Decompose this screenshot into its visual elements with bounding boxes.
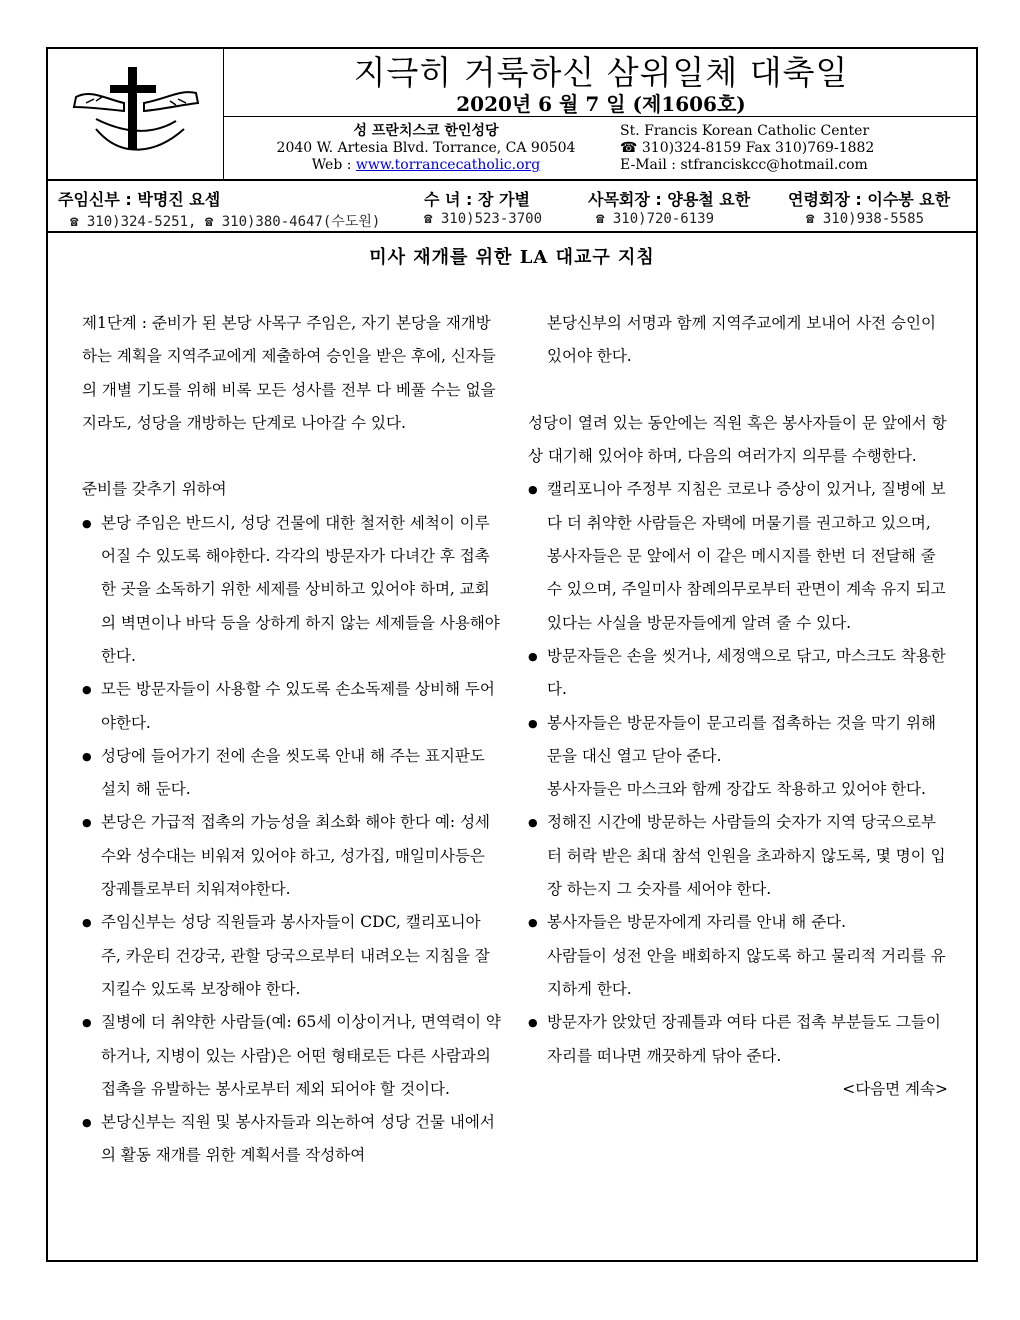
- list-item: ● 본당 주임은 반드시, 성당 건물에 대한 철저한 세척이 이루어질 수 있도록 해야한다. 각각의 방문자가 다녀간 후 접촉한 곳을 소독하기 위한 세제를 상비하고 있어야 하며, 교회의 벽면이나 바닥 등을 상하게 하지 않는 세제들을 사용해야 한다.: [82, 507, 502, 673]
- list-item: ● 주임신부는 성당 직원들과 봉사자들이 CDC, 캘리포니아 주, 카운티 건강국, 관할 당국으로부터 내려오는 지침을 잘 지킬수 있도록 보장해야 한다.: [82, 906, 502, 1006]
- preparation-list: [82, 507, 502, 1173]
- list-item: ● 방문자가 앉았던 장궤틀과 여타 다른 접촉 부분들도 그들이 자리를 떠나면 깨끗하게 닦아 준다.: [528, 1006, 948, 1073]
- feast-title: 지극히 거룩하신 삼위일체 대축일: [353, 53, 849, 92]
- parish-phone-fax: ☎ 310)324-8159 Fax 310)769-1882: [620, 140, 875, 156]
- cross-hands-icon: [66, 59, 206, 169]
- parish-info-korean: [246, 123, 606, 174]
- staff-pastor: 주임신부 : 박명진 요셉: [58, 190, 221, 209]
- bulletin-title-block: [224, 49, 978, 117]
- stage-one-intro: 제1단계 : 준비가 된 본당 사목구 주임은, 자기 본당을 재개방하는 계획을 지역주교에게 제출하여 승인을 받은 후에, 신자들의 개별 기도를 위해 비록 모든 성사를 전부 다 베풀 수는 없을지라도, 성당을 개방하는 단계로 나아갈 수 있다.: [82, 314, 496, 432]
- door-duties-list: [528, 473, 948, 1072]
- preparation-subheading: 준비를 갖추기 위하여: [82, 480, 227, 499]
- list-item: ● 방문자들은 손을 씻거나, 세정액으로 닦고, 마스크도 착용한다.: [528, 640, 948, 707]
- issue-date: 2020년 6 월 7 일 (제1606호): [456, 92, 746, 116]
- list-item: ● 캘리포니아 주정부 지침은 코로나 증상이 있거나, 질병에 보다 더 취약한 사람들은 자택에 머물기를 권고하고 있으며, 봉사자들은 문 앞에서 이 같은 메시지를 한번 더 전달해 줄 수 있으며, 주일미사 참례의무로부터 관면이 계속 유지 되고 있다는 사실을 방문자들에게 알려 줄 수 있다.: [528, 473, 948, 639]
- staff-council-president: 사목회장 : 양용철 요한: [588, 190, 751, 209]
- parish-name-en: St. Francis Korean Catholic Center: [620, 123, 870, 139]
- staff-funeral-president: 연령회장 : 이수봉 요한: [788, 190, 951, 209]
- article-right-column: [528, 307, 948, 1106]
- list-item-continuation: 사람들이 성전 안을 배회하지 않도록 하고 물리적 거리를 유지하게 한다.: [547, 946, 946, 998]
- web-link[interactable]: www.torrancecatholic.org: [355, 157, 541, 173]
- list-item: ● 봉사자들은 방문자에게 자리를 안내 해 준다.: [528, 906, 948, 939]
- list-item: ● 봉사자들은 방문자들이 문고리를 접촉하는 것을 막기 위해 문을 대신 열고 닫아 준다.: [528, 707, 948, 774]
- list-item: ● 정해진 시간에 방문하는 사람들의 숫자가 지역 당국으로부터 허락 받은 최대 참석 인원을 초과하지 않도록, 몇 명이 입장 하는지 그 숫자를 세어야 한다.: [528, 806, 948, 906]
- parish-name-kr: 성 프란치스코 한인성당: [353, 123, 499, 139]
- staff-pastor-phone: ☎ 310)324-5251, ☎ 310)380-4647(수도원): [70, 214, 381, 230]
- door-duties-intro: 성당이 열려 있는 동안에는 직원 혹은 봉사자들이 문 앞에서 항상 대기해 있어야 하며, 다음의 여러가지 의무를 수행한다.: [528, 413, 947, 466]
- list-item-continuation: 봉사자들은 마스크와 함께 장갑도 착용하고 있어야 한다.: [547, 780, 926, 799]
- continued-next-page: <다음면 계속>: [842, 1079, 948, 1098]
- parish-email: E-Mail : stfranciskcc@hotmail.com: [620, 157, 868, 173]
- article-left-column: [82, 307, 502, 1173]
- parish-info-english: [620, 123, 970, 174]
- list-item: ● 모든 방문자들이 사용할 수 있도록 손소독제를 상비해 두어야한다.: [82, 673, 502, 740]
- parish-web: [246, 157, 606, 174]
- list-item: ● 질병에 더 취약한 사람들(예: 65세 이상이거나, 면역력이 약하거나, 지병이 있는 사람)은 어떤 형태로든 다른 사람과의 접촉을 유발하는 봉사로부터 제외 되어야 할 것이다.: [82, 1006, 502, 1106]
- staff-funeral-phone: ☎ 310)938-5585: [806, 211, 925, 227]
- web-label: Web :: [311, 157, 356, 173]
- staff-sister-phone: ☎ 310)523-3700: [424, 211, 543, 227]
- staff-bar: [48, 179, 976, 233]
- staff-sister: 수 녀 : 장 가별: [424, 190, 530, 209]
- continuation-text: 본당신부의 서명과 함께 지역주교에게 보내어 사전 승인이 있어야 한다.: [547, 314, 936, 366]
- bulletin-frame: [46, 47, 978, 1262]
- parish-logo: [48, 49, 224, 179]
- parish-address: 2040 W. Artesia Blvd. Torrance, CA 90504: [276, 140, 576, 156]
- parish-info: [224, 119, 978, 179]
- article-heading: 미사 재개를 위한 LA 대교구 지침: [369, 247, 655, 268]
- staff-council-phone: ☎ 310)720-6139: [596, 211, 715, 227]
- list-item: ● 성당에 들어가기 전에 손을 씻도록 안내 해 주는 표지판도 설치 해 둔다.: [82, 740, 502, 807]
- list-item: ● 본당은 가급적 접촉의 가능성을 최소화 해야 한다 예: 성세수와 성수대는 비워져 있어야 하고, 성가집, 매일미사등은 장궤틀로부터 치워져야한다.: [82, 806, 502, 906]
- list-item: ● 본당신부는 직원 및 봉사자들과 의논하여 성당 건물 내에서의 활동 재개를 위한 계획서를 작성하여: [82, 1106, 502, 1173]
